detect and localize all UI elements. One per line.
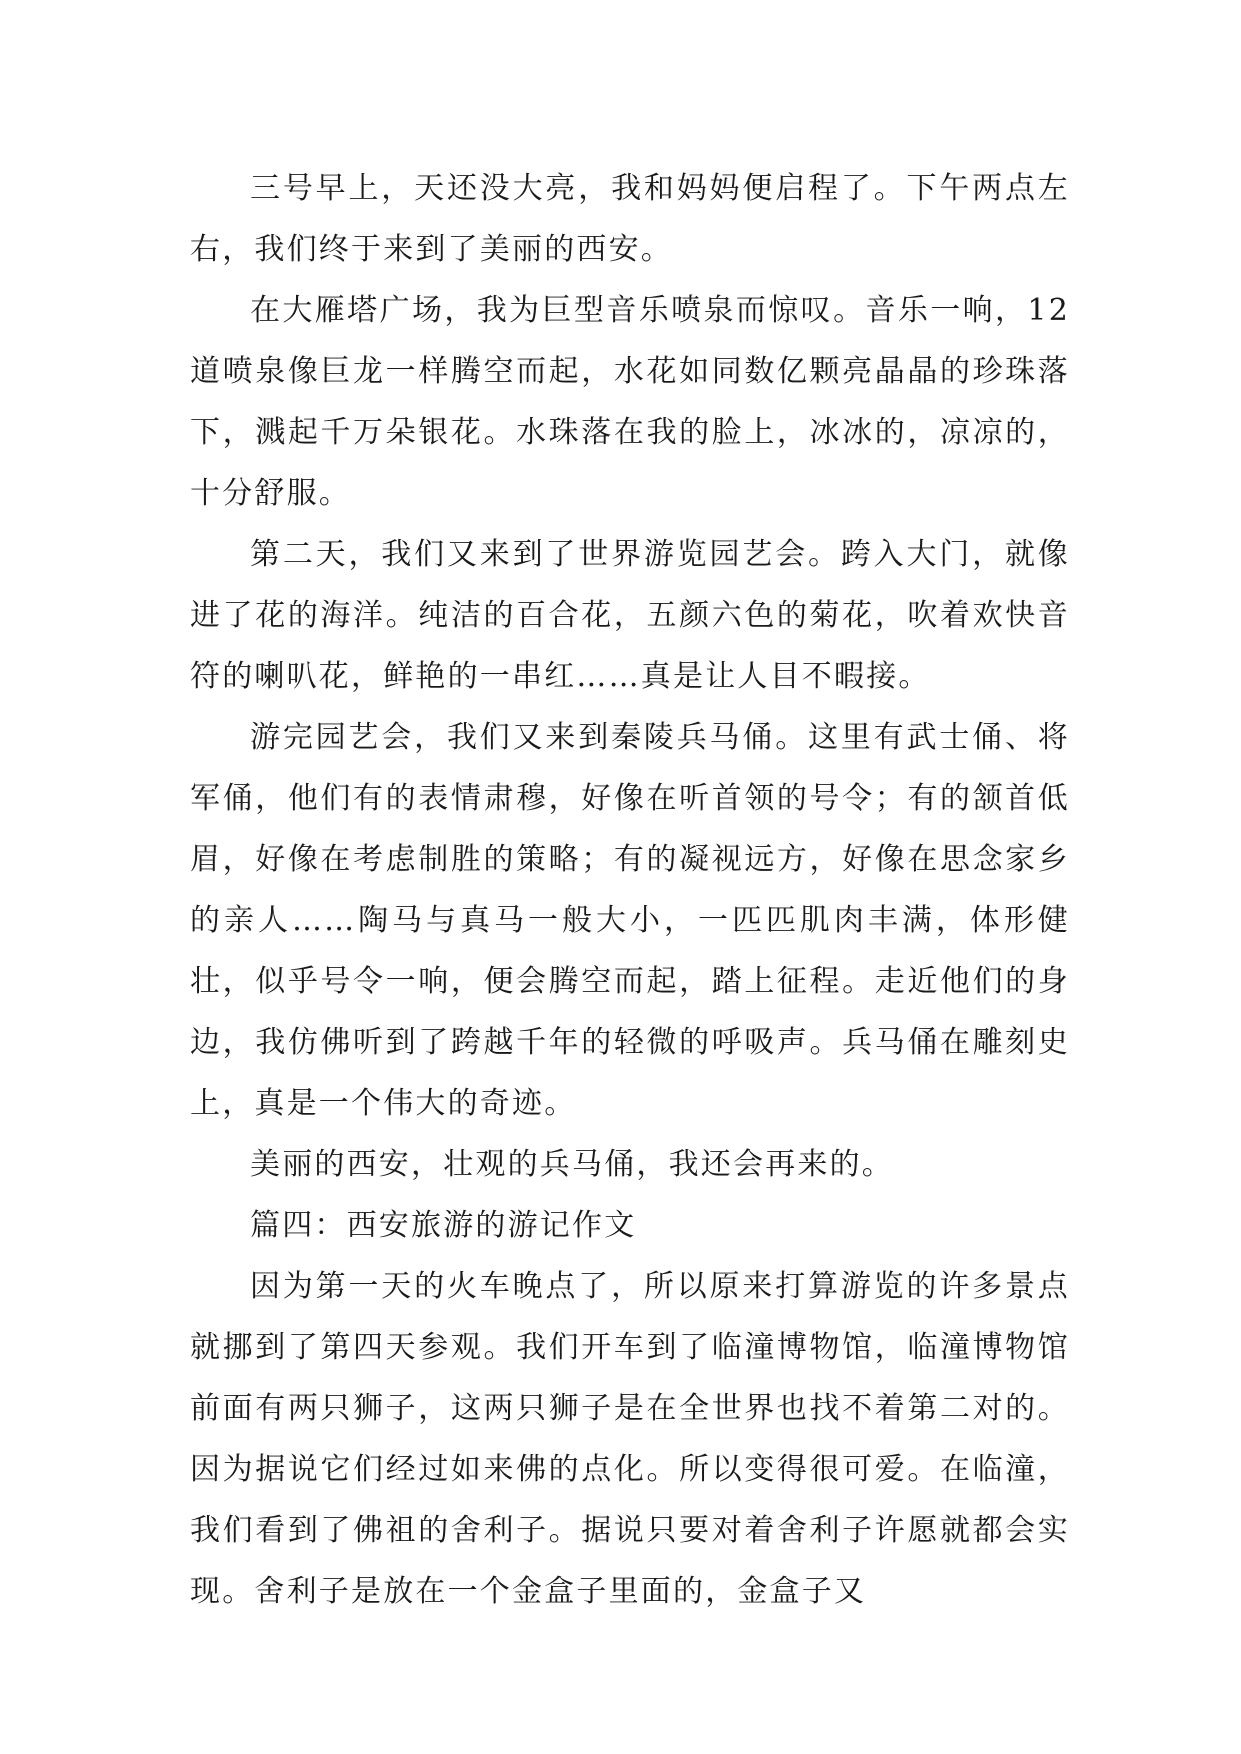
- document-body: [190, 158, 1070, 1622]
- section-heading: 篇四：西安旅游的游记作文: [250, 1208, 637, 1243]
- paragraph-arrival: 三号早上，天还没大亮，我和妈妈便启程了。下午两点左右，我们终于来到了美丽的西安。: [190, 171, 1070, 267]
- paragraph-terracotta-warriors: 游完园艺会，我们又来到秦陵兵马俑。这里有武士俑、将军俑，他们有的表情肃穆，好像在听首领的号令；有的颔首低眉，好像在考虑制胜的策略；有的凝视远方，好像在思念家乡的亲人……陶马与真马一般大小，一匹匹肌肉丰满，体形健壮，似乎号令一响，便会腾空而起，踏上征程。走近他们的身边，我仿佛听到了跨越千年的轻微的呼吸声。兵马俑在雕刻史上，真是一个伟大的奇迹。: [190, 720, 1070, 1121]
- paragraph-horticulture-expo: 第二天，我们又来到了世界游览园艺会。跨入大门，就像进了花的海洋。纯洁的百合花，五颜六色的菊花，吹着欢快音符的喇叭花，鲜艳的一串红……真是让人目不暇接。: [190, 537, 1070, 694]
- paragraph-lintong-museum: 因为第一天的火车晚点了，所以原来打算游览的许多景点就挪到了第四天参观。我们开车到了临潼博物馆，临潼博物馆前面有两只狮子，这两只狮子是在全世界也找不着第二对的。因为据说它们经过如来佛的点化。所以变得很可爱。在临潼，我们看到了佛祖的舍利子。据说只要对着舍利子许愿就都会实现。舍利子是放在一个金盒子里面的，金盒子又: [190, 1269, 1070, 1609]
- paragraph-fountain: 在大雁塔广场，我为巨型音乐喷泉而惊叹。音乐一响，12道喷泉像巨龙一样腾空而起，水花如同数亿颗亮晶晶的珍珠落下，溅起千万朵银花。水珠落在我的脸上，冰冰的，凉凉的，十分舒服。: [190, 293, 1070, 511]
- paragraph-closing: 美丽的西安，壮观的兵马俑，我还会再来的。: [250, 1147, 894, 1182]
